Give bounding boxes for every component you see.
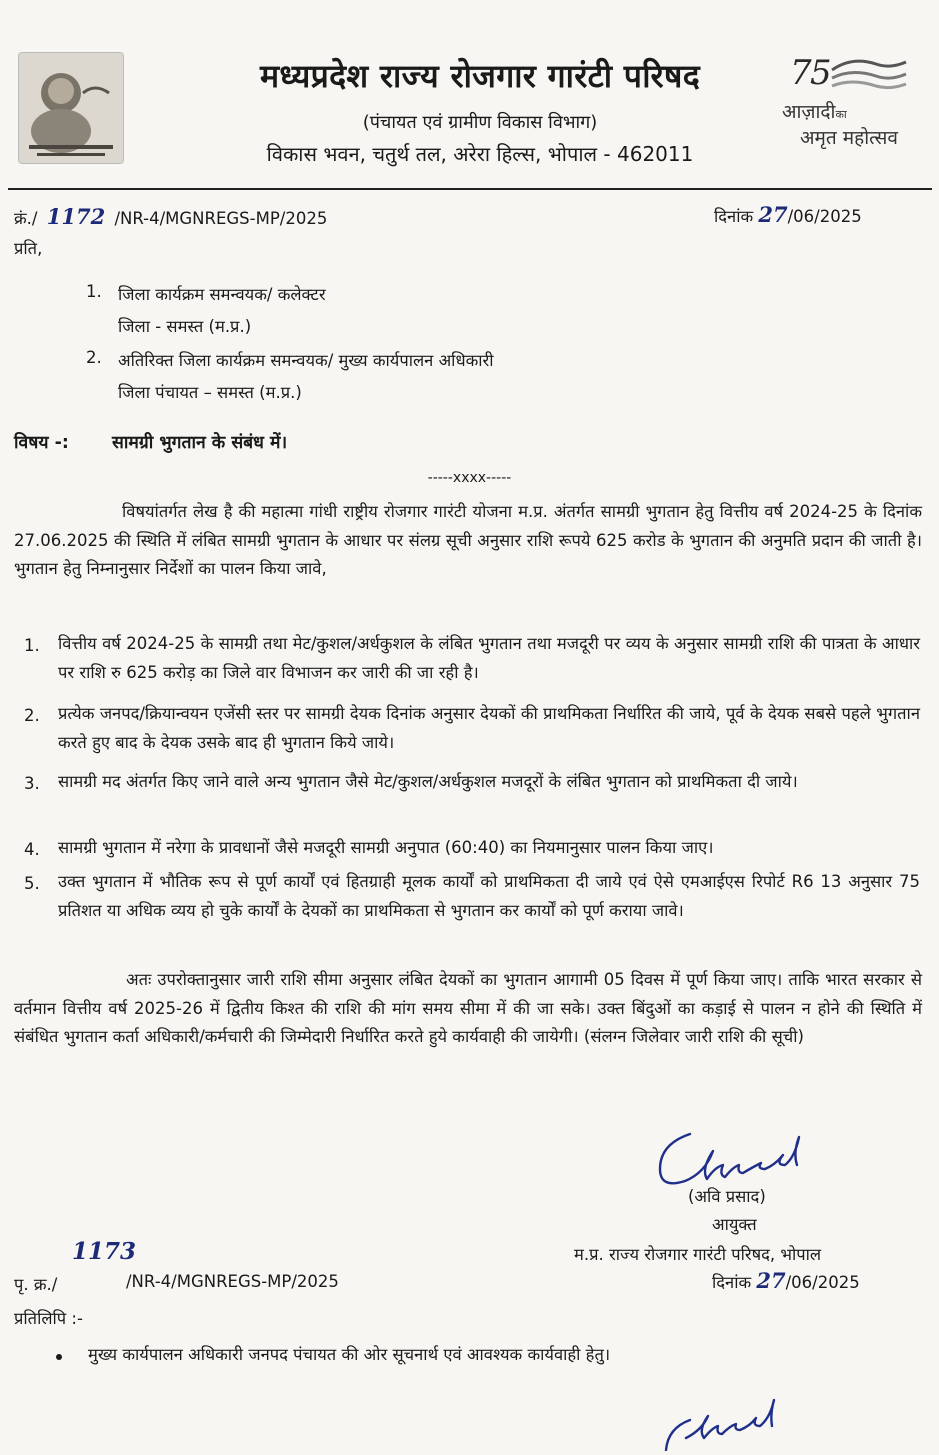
ref-line	[14, 204, 327, 229]
ref-date-rest: /06/2025	[787, 207, 862, 226]
svg-text:7: 7	[790, 53, 812, 93]
separator: -----xxxx-----	[427, 470, 512, 486]
signatory-date	[712, 1268, 860, 1293]
logo-text-azadi: आज़ादी	[782, 101, 836, 123]
dept-subtitle: (पंचायत एवं ग्रामीण विकास विभाग)	[362, 112, 598, 133]
org-title: मध्यप्रदेश राज्य रोजगार गारंटी परिषद	[259, 57, 701, 95]
endorsement-prefix: पृ. क्र./	[14, 1275, 58, 1294]
point-1-text: वित्तीय वर्ष 2024-25 के सामग्री तथा मेट/कुशल/अर्धकुशल के लंबित भुगतान तथा मजदूरी पर व्यय के अनुसार सामग्री राशि की पात्रता के आधार पर राशि रु 625 करोड़ का जिले वार विभाजन कर जारी की जा रही है।	[58, 634, 920, 682]
point-4-num: 4.	[24, 840, 40, 859]
logo-text-ka: का	[835, 108, 847, 121]
point-3-num: 3.	[24, 774, 40, 793]
endorsement-number-handwritten: 1173	[72, 1238, 137, 1265]
point-5-text: उक्त भुगतान में भौतिक रूप से पूर्ण कार्यों एवं हितग्राही मूलक कार्यों को प्राथमिकता दी जाये एवं ऐसे एमआईएस रिपोर्ट R6 13 अनुसार 75 प्रतिशत या अधिक व्यय हो चुके कार्यों के देयकों का प्राथमिकता से भुगतान कर कार्यों को पूर्ण कराया जावे।	[58, 872, 920, 920]
svg-text:5: 5	[810, 53, 832, 93]
point-2-num: 2.	[24, 706, 40, 725]
point-1-num: 1.	[24, 636, 40, 655]
subject-label: विषय -:	[14, 433, 69, 453]
point-5-num: 5.	[24, 874, 40, 893]
signatory-date-label: दिनांक	[712, 1273, 752, 1292]
recipient-2-num: 2.	[86, 348, 102, 367]
ref-date-label: दिनांक	[714, 207, 754, 226]
ref-prefix: क्रं./	[14, 209, 38, 228]
gandhi-emblem-logo	[18, 52, 124, 164]
header-divider	[8, 188, 932, 190]
recipient-2-line1: अतिरिक्त जिला कार्यक्रम समन्वयक/ मुख्य कार्यपालन अधिकारी	[118, 351, 494, 370]
endorsement-code: /NR-4/MGNREGS-MP/2025	[126, 1272, 339, 1291]
intro-paragraph: विषयांतर्गत लेख है की महात्मा गांधी राष्ट्रीय रोजगार गारंटी योजना म.प्र. अंतर्गत सामग्री भुगतान हेतु वित्तीय वर्ष 2024-25 के दिनांक 27.06.2025 की स्थिति में लंबित सामग्री भुगतान के आधार पर संलग्र सूची अनुसार राशि रूपये 625 करोड के भुगतान की अनुमति प्रदान की जाती है। भुगतान हेतु निम्नानुसार निर्देशों का पालन किया जावे,	[14, 502, 922, 578]
signatory-name: (अवि प्रसाद)	[688, 1187, 766, 1206]
recipient-2-line2: जिला पंचायत – समस्त (म.प्र.)	[118, 383, 302, 402]
signatory-date-rest: /06/2025	[785, 1273, 860, 1292]
bullet-dot	[56, 1354, 62, 1360]
point-2-text: प्रत्येक जनपद/क्रियान्वयन एजेंसी स्तर पर सामग्री देयक दिनांक अनुसार देयकों की प्राथमिकता निर्धारित की जाये, पूर्व के देयक सबसे पहले भुगतान करते हुए बाद के देयक उसके बाद ही भुगतान किये जाये।	[58, 704, 920, 752]
signature-2	[650, 1380, 810, 1455]
recipient-1-num: 1.	[86, 282, 102, 301]
ref-date	[714, 202, 862, 227]
closing-paragraph: अतः उपरोक्तानुसार जारी राशि सीमा अनुसार लंबित देयकों का भुगतान आगामी 05 दिवस में पूर्ण किया जाए। ताकि भारत सरकार से वर्तमान वित्तीय वर्ष 2025-26 में द्वितीय किश्त की राशि की मांग समय सीमा में की जा सके। उक्त बिंदुओं का कड़ाई से पालन न होने की स्थिति में संबंधित भुगतान कर्ता अधिकारी/कर्मचारी की जिम्मेदारी निर्धारित करते हुये कार्यवाही की जायेगी। (संलग्न जिलेवार जारी राशि की सूची)	[14, 970, 922, 1046]
copy-recipient: मुख्य कार्यपालन अधिकारी जनपद पंचायत की ओर सूचनार्थ एवं आवश्यक कार्यवाही हेतु।	[88, 1345, 611, 1364]
recipient-1-line2: जिला - समस्त (म.प्र.)	[118, 317, 252, 336]
ref-date-day-handwritten: 27	[758, 202, 788, 227]
signatory-office: म.प्र. राज्य रोजगार गारंटी परिषद, भोपाल	[574, 1245, 822, 1264]
ref-code: /NR-4/MGNREGS-MP/2025	[114, 209, 328, 228]
signatory-date-day-handwritten: 27	[756, 1268, 786, 1293]
point-3-text: सामग्री मद अंतर्गत किए जाने वाले अन्य भुगतान जैसे मेट/कुशल/अर्धकुशल मजदूरों के लंबित भुगतान को प्राथमिकता दी जाये।	[58, 772, 798, 791]
copy-label: प्रतिलिपि :-	[14, 1309, 83, 1328]
logo-text-amrit: अमृत महोत्सव	[800, 127, 898, 149]
ref-number-handwritten: 1172	[46, 204, 106, 229]
signatory-designation: आयुक्त	[712, 1215, 757, 1234]
org-address: विकास भवन, चतुर्थ तल, अरेरा हिल्स, भोपाल - 462011	[266, 142, 694, 166]
point-4-text: सामग्री भुगतान में नरेगा के प्रावधानों जैसे मजदूरी सामग्री अनुपात (60:40) का नियमानुसार पालन किया जाए।	[58, 838, 714, 857]
recipient-1-line1: जिला कार्यक्रम समन्वयक/ कलेक्टर	[118, 285, 326, 304]
to-label: प्रति,	[14, 239, 43, 258]
subject-text: सामग्री भुगतान के संबंध में।	[112, 433, 288, 453]
